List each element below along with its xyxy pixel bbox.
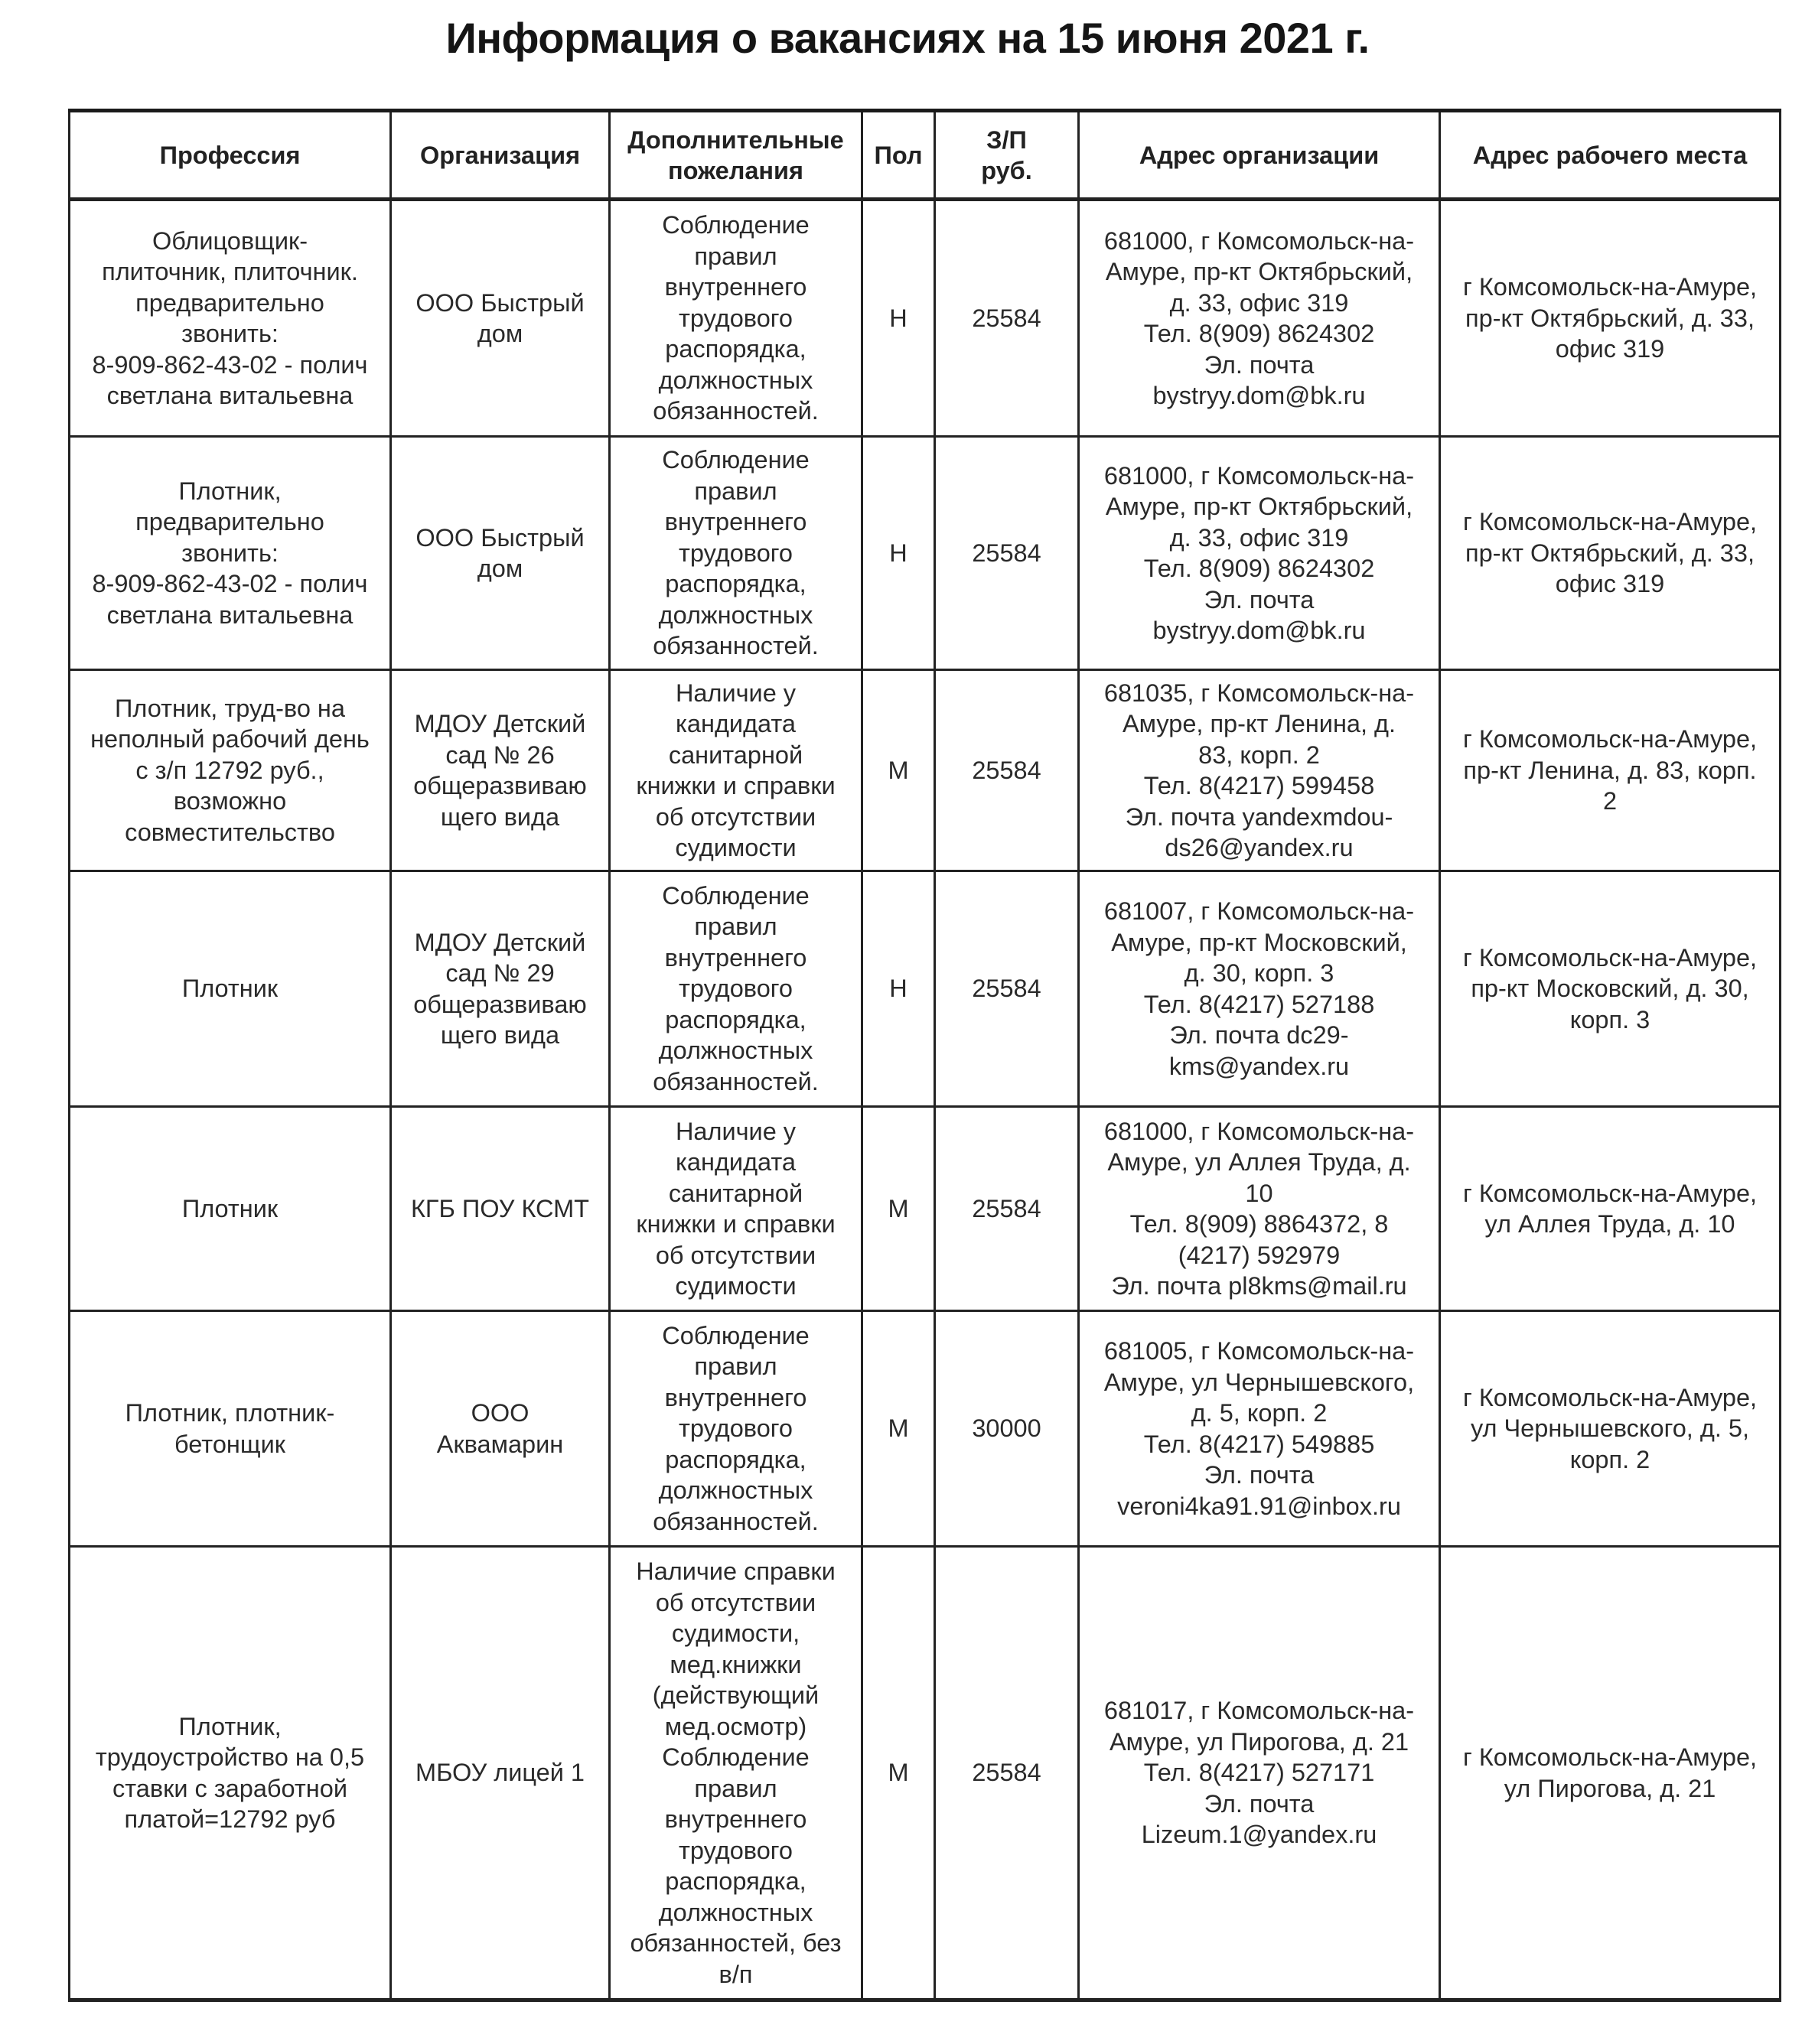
cell-org-address: 681017, г Комсомольск-на- Амуре, ул Пирогова, д. 21 Тел. 8(4217) 527171 Эл. почта Lizeum.1@yandex.ru xyxy=(1079,1547,1440,2000)
cell-salary: 30000 xyxy=(935,1311,1079,1547)
cell-gender: М xyxy=(862,1311,935,1547)
cell-profession: Плотник, труд-во на неполный рабочий день с з/п 12792 руб., возможно совместительство xyxy=(70,670,391,871)
cell-salary: 25584 xyxy=(935,670,1079,871)
cell-salary: 25584 xyxy=(935,1107,1079,1311)
table-row xyxy=(70,1311,1781,1547)
cell-salary: 25584 xyxy=(935,871,1079,1107)
cell-org-address: 681007, г Комсомольск-на- Амуре, пр-кт Московский, д. 30, корп. 3 Тел. 8(4217) 527188 Эл. почта dc29- kms@yandex.ru xyxy=(1079,871,1440,1107)
cell-salary: 25584 xyxy=(935,200,1079,437)
cell-profession: Плотник, предварительно звонить: 8-909-862-43-02 - полич светлана витальевна xyxy=(70,437,391,670)
cell-profession: Плотник, плотник- бетонщик xyxy=(70,1311,391,1547)
cell-organization: МДОУ Детский сад № 29 общеразвиваю щего вида xyxy=(391,871,610,1107)
table-row xyxy=(70,871,1781,1107)
cell-work-address: г Комсомольск-на-Амуре, ул Пирогова, д. 21 xyxy=(1440,1547,1781,2000)
table-row xyxy=(70,670,1781,871)
cell-requirements: Соблюдение правил внутреннего трудового распорядка, должностных обязанностей. xyxy=(610,437,862,670)
cell-org-address: 681005, г Комсомольск-на- Амуре, ул Чернышевского, д. 5, корп. 2 Тел. 8(4217) 549885 Эл. почта veroni4ka91.91@inbox.ru xyxy=(1079,1311,1440,1547)
cell-profession: Плотник xyxy=(70,871,391,1107)
cell-organization: ООО Аквамарин xyxy=(391,1311,610,1547)
cell-gender: Н xyxy=(862,200,935,437)
header-salary: З/П руб. xyxy=(935,111,1079,200)
table-row xyxy=(70,1107,1781,1311)
table-row xyxy=(70,437,1781,670)
cell-salary: 25584 xyxy=(935,437,1079,670)
header-org-address: Адрес организации xyxy=(1079,111,1440,200)
table-row xyxy=(70,200,1781,437)
cell-work-address: г Комсомольск-на-Амуре, пр-кт Ленина, д. 83, корп. 2 xyxy=(1440,670,1781,871)
page-title: Информация о вакансиях на 15 июня 2021 г. xyxy=(445,14,1370,62)
cell-gender: М xyxy=(862,1547,935,2000)
cell-work-address: г Комсомольск-на-Амуре, пр-кт Октябрьский, д. 33, офис 319 xyxy=(1440,200,1781,437)
cell-requirements: Соблюдение правил внутреннего трудового распорядка, должностных обязанностей. xyxy=(610,1311,862,1547)
header-requirements: Дополнительные пожелания xyxy=(610,111,862,200)
cell-organization: МДОУ Детский сад № 26 общеразвиваю щего вида xyxy=(391,670,610,871)
cell-profession: Плотник xyxy=(70,1107,391,1311)
cell-org-address: 681000, г Комсомольск-на- Амуре, пр-кт Октябрьский, д. 33, офис 319 Тел. 8(909) 8624302 Эл. почта bystryy.dom@bk.ru xyxy=(1079,200,1440,437)
header-row xyxy=(70,111,1781,200)
cell-organization: МБОУ лицей 1 xyxy=(391,1547,610,2000)
cell-salary: 25584 xyxy=(935,1547,1079,2000)
cell-org-address: 681035, г Комсомольск-на- Амуре, пр-кт Ленина, д. 83, корп. 2 Тел. 8(4217) 599458 Эл. почта yandexmdou- ds26@yandex.ru xyxy=(1079,670,1440,871)
cell-profession: Плотник, трудоустройство на 0,5 ставки с заработной платой=12792 руб xyxy=(70,1547,391,2000)
vacancies-table xyxy=(68,109,1781,2002)
cell-gender: Н xyxy=(862,437,935,670)
cell-organization: ООО Быстрый дом xyxy=(391,437,610,670)
cell-work-address: г Комсомольск-на-Амуре, пр-кт Октябрьский, д. 33, офис 319 xyxy=(1440,437,1781,670)
cell-org-address: 681000, г Комсомольск-на- Амуре, ул Аллея Труда, д. 10 Тел. 8(909) 8864372, 8 (4217) 592979 Эл. почта pl8kms@mail.ru xyxy=(1079,1107,1440,1311)
cell-gender: М xyxy=(862,670,935,871)
cell-work-address: г Комсомольск-на-Амуре, ул Чернышевского, д. 5, корп. 2 xyxy=(1440,1311,1781,1547)
cell-requirements: Соблюдение правил внутреннего трудового распорядка, должностных обязанностей. xyxy=(610,871,862,1107)
cell-requirements: Наличие справки об отсутствии судимости, мед.книжки (действующий мед.осмотр) Соблюдение правил внутреннего трудового распорядка, должностных обязанностей, без в/п xyxy=(610,1547,862,2000)
table-row xyxy=(70,1547,1781,2000)
header-work-address: Адрес рабочего места xyxy=(1440,111,1781,200)
cell-work-address: г Комсомольск-на-Амуре, пр-кт Московский, д. 30, корп. 3 xyxy=(1440,871,1781,1107)
cell-work-address: г Комсомольск-на-Амуре, ул Аллея Труда, д. 10 xyxy=(1440,1107,1781,1311)
cell-gender: Н xyxy=(862,871,935,1107)
cell-requirements: Наличие у кандидата санитарной книжки и справки об отсутствии судимости xyxy=(610,1107,862,1311)
cell-organization: КГБ ПОУ КСМТ xyxy=(391,1107,610,1311)
cell-gender: М xyxy=(862,1107,935,1311)
header-gender: Пол xyxy=(862,111,935,200)
header-profession: Профессия xyxy=(70,111,391,200)
cell-organization: ООО Быстрый дом xyxy=(391,200,610,437)
cell-profession: Облицовщик- плиточник, плиточник. предварительно звонить: 8-909-862-43-02 - полич светлана витальевна xyxy=(70,200,391,437)
cell-requirements: Наличие у кандидата санитарной книжки и справки об отсутствии судимости xyxy=(610,670,862,871)
cell-requirements: Соблюдение правил внутреннего трудового распорядка, должностных обязанностей. xyxy=(610,200,862,437)
header-organization: Организация xyxy=(391,111,610,200)
cell-org-address: 681000, г Комсомольск-на- Амуре, пр-кт Октябрьский, д. 33, офис 319 Тел. 8(909) 8624302 Эл. почта bystryy.dom@bk.ru xyxy=(1079,437,1440,670)
